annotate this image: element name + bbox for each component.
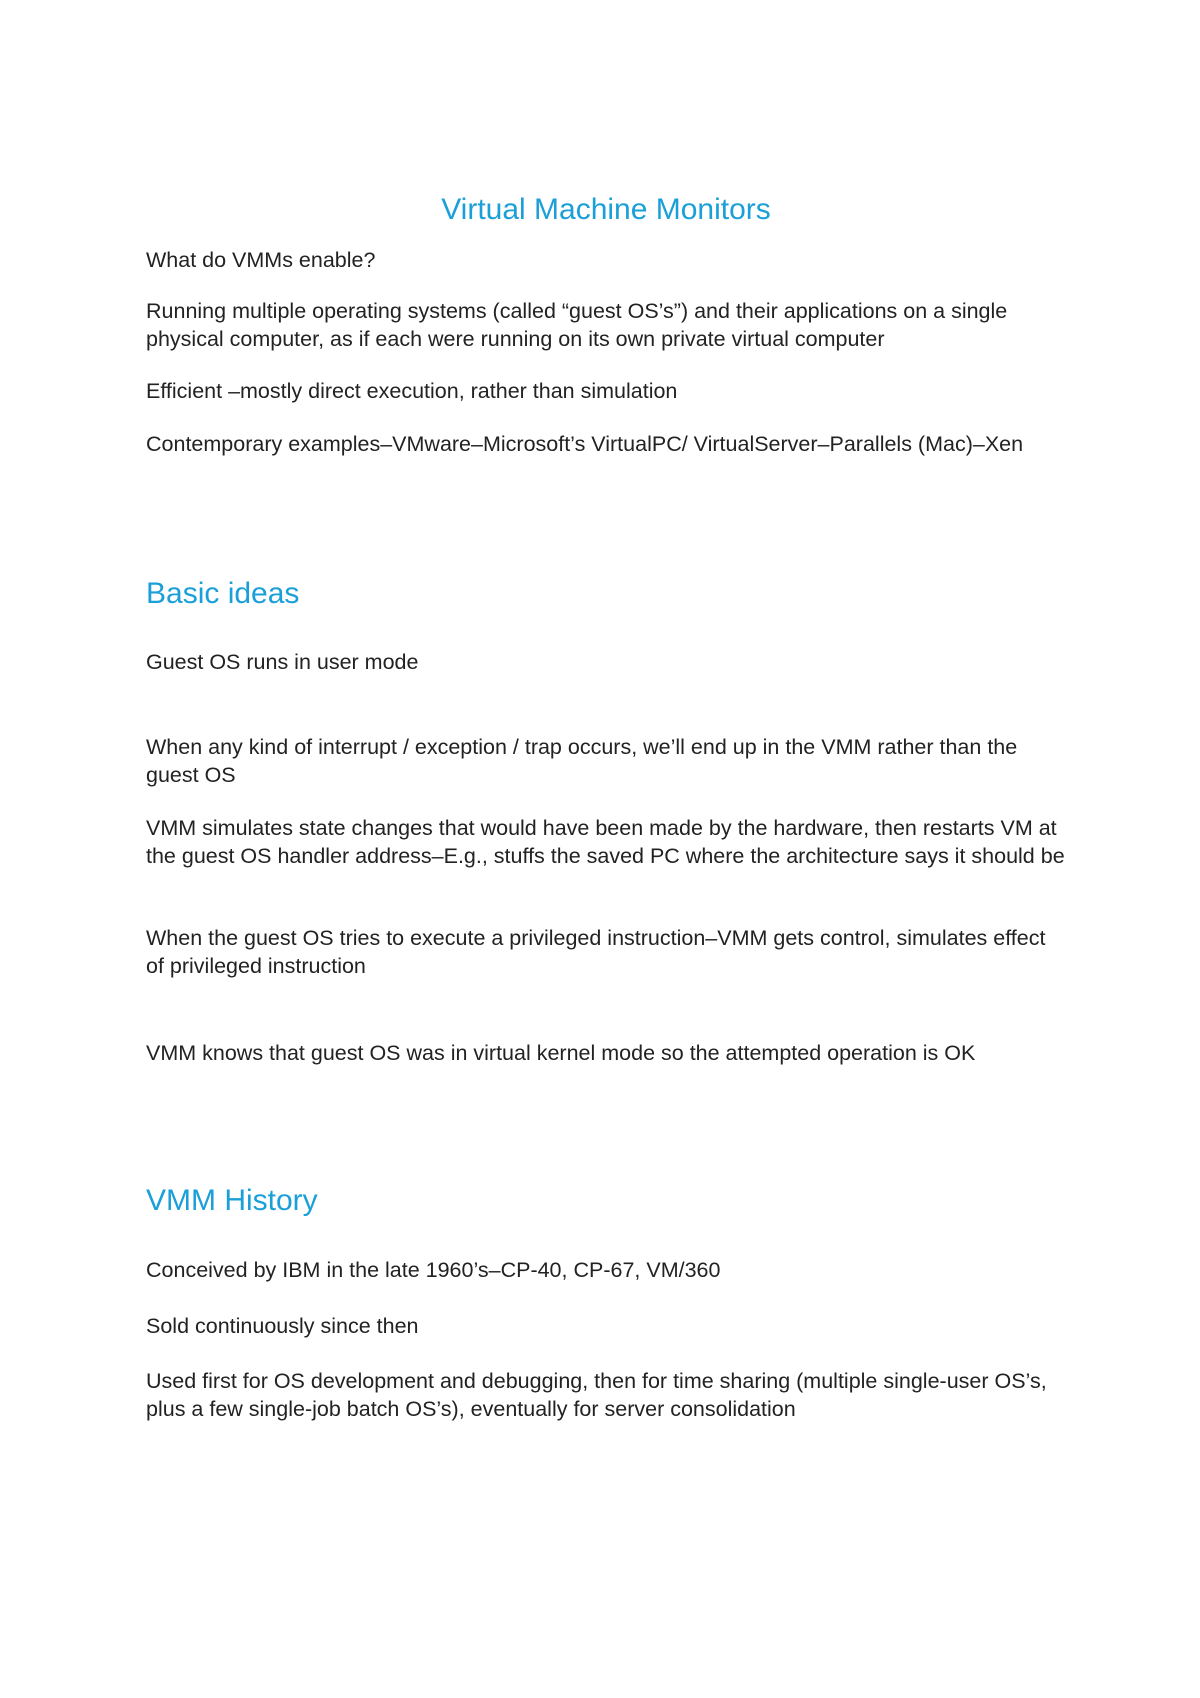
intro-paragraph-examples: Contemporary examples–VMware–Microsoft’s VirtualPC/ VirtualServer–Parallels (Mac)–Xen — [146, 432, 1024, 456]
basic-ideas-paragraph-1: Guest OS runs in user mode — [146, 650, 419, 674]
document-title: Virtual Machine Monitors — [441, 193, 771, 226]
vmm-history-paragraph-1: Conceived by IBM in the late 1960’s–CP-40, CP-67, VM/360 — [146, 1258, 721, 1282]
basic-ideas-paragraph-4: When the guest OS tries to execute a privileged instruction–VMM gets control, simulates effect of privileged instruction — [146, 926, 1046, 978]
basic-ideas-paragraph-5: VMM knows that guest OS was in virtual kernel mode so the attempted operation is OK — [146, 1041, 976, 1065]
section-heading-basic-ideas: Basic ideas — [146, 577, 300, 610]
basic-ideas-paragraph-2: When any kind of interrupt / exception / trap occurs, we’ll end up in the VMM rather than the guest OS — [146, 735, 1018, 787]
intro-paragraph-running: Running multiple operating systems (called “guest OS’s”) and their applications on a single physical computer, as if each were running on its own private virtual computer — [146, 299, 1008, 351]
section-heading-vmm-history: VMM History — [146, 1184, 318, 1217]
vmm-history-paragraph-2: Sold continuously since then — [146, 1314, 419, 1338]
intro-question: What do VMMs enable? — [146, 248, 376, 272]
intro-paragraph-efficient: Efficient –mostly direct execution, rather than simulation — [146, 379, 678, 403]
vmm-history-paragraph-3: Used first for OS development and debugging, then for time sharing (multiple single-user OS’s, plus a few single-job batch OS’s), eventually for server consolidation — [146, 1369, 1047, 1421]
basic-ideas-paragraph-3: VMM simulates state changes that would have been made by the hardware, then restarts VM at the guest OS handler address–E.g., stuffs the saved PC where the architecture says it should be — [146, 816, 1065, 868]
